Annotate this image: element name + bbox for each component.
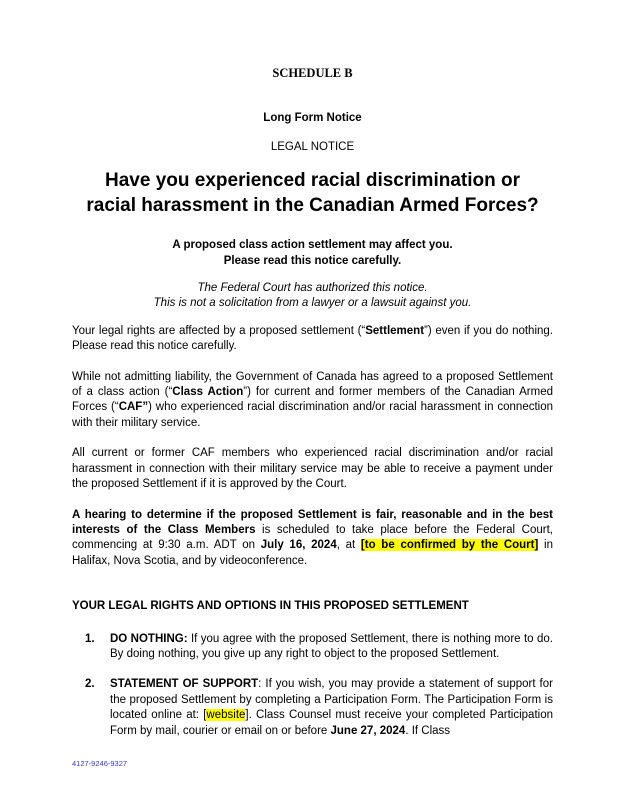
government-text-mid: ”) for current and former members of the Canadian Armed Forces (“ — [72, 386, 553, 414]
option-body-1 — [110, 632, 553, 663]
paragraph-legal-rights — [72, 324, 553, 355]
legal-notice-label: LEGAL NOTICE — [270, 140, 355, 153]
hearing-lead: A hearing to determine if the proposed Settlement is fair, reasonable and in the best interests of the Class Members — [72, 508, 553, 536]
statement-text-1: : If you wish, you may provide a statement of support for the proposed Settlement by completing a Participation Form. The Participation Form is located online at: [ — [110, 678, 553, 722]
document-headline: Have you experienced racial discrimination or racial harassment in the Canadian Armed Forces? — [86, 170, 539, 217]
paragraph-government-settlement — [72, 370, 553, 432]
hearing-text: is scheduled to take place before the Federal Court, commencing at 9:30 a.m. ADT on — [72, 523, 553, 552]
deadline-date: June 27, 2024 — [330, 724, 406, 737]
paragraph-caf-members: All current or former CAF members who experienced racial discrimination and/or racial harassment in connection with their military service may be able to receive a payment under the proposed Settlement if it is approved by the Court. — [72, 447, 553, 491]
statement-text-3: . If Class — [405, 724, 451, 737]
option-number-1: 1. — [85, 632, 95, 645]
class-action-term: Class Action — [172, 386, 244, 399]
option-number-2: 2. — [85, 678, 95, 691]
do-nothing-text: If you agree with the proposed Settlement, there is nothing more to do. By doing nothing, you give up any right to object to the proposed Settlement. — [110, 632, 553, 660]
government-text: While not admitting liability, the Government of Canada has agreed to a proposed Settlement of a class action (“ — [72, 370, 553, 399]
court-line-2: This is not a solicitation from a lawyer or a lawsuit against you. — [153, 297, 472, 310]
court-line-1: The Federal Court has authorized this notice. — [197, 282, 428, 295]
settlement-term: Settlement — [365, 324, 425, 337]
form-title: Long Form Notice — [263, 112, 362, 125]
rights-text-end: ”) even if you do nothing. Please read this notice carefully. — [72, 324, 553, 353]
option-item-statement-of-support — [72, 677, 553, 739]
section-heading-legal-rights: YOUR LEGAL RIGHTS AND OPTIONS IN THIS PROPOSED SETTLEMENT — [72, 600, 469, 613]
court-authorization-block — [72, 281, 553, 312]
footer-doc-number: 4127-9246-9327 — [72, 759, 128, 768]
statement-text-2: ]. Class Counsel must receive your completed Participation Form by mail, courier or email on or before — [110, 709, 553, 737]
hearing-date: July 16, 2024 — [260, 539, 337, 552]
options-list — [72, 632, 553, 739]
rights-text: Your legal rights are affected by a proposed settlement (“ — [72, 324, 366, 337]
do-nothing-label: DO NOTHING: — [110, 632, 188, 645]
affect-notice-block — [72, 238, 553, 269]
statement-of-support-label: STATEMENT OF SUPPORT — [110, 678, 259, 691]
paragraph-hearing — [72, 508, 553, 570]
highlight-website: website — [206, 709, 246, 722]
hearing-text-end: in Halifax, Nova Scotia, and by videoconference. — [72, 539, 553, 567]
schedule-label: SCHEDULE B — [272, 66, 353, 80]
hearing-text-mid: , at — [336, 539, 361, 552]
option-item-do-nothing — [72, 632, 553, 663]
caf-term: CAF” — [118, 401, 149, 414]
document-content — [72, 66, 553, 739]
affect-line-1: A proposed class action settlement may affect you. — [172, 239, 453, 252]
government-text-end: ) who experienced racial discrimination and/or racial harassment in connection with their military service. — [72, 401, 554, 429]
option-body-2 — [110, 677, 553, 739]
highlight-court-confirmation: [to be confirmed by the Court] — [360, 539, 539, 552]
affect-line-2: Please read this notice carefully. — [223, 254, 402, 267]
